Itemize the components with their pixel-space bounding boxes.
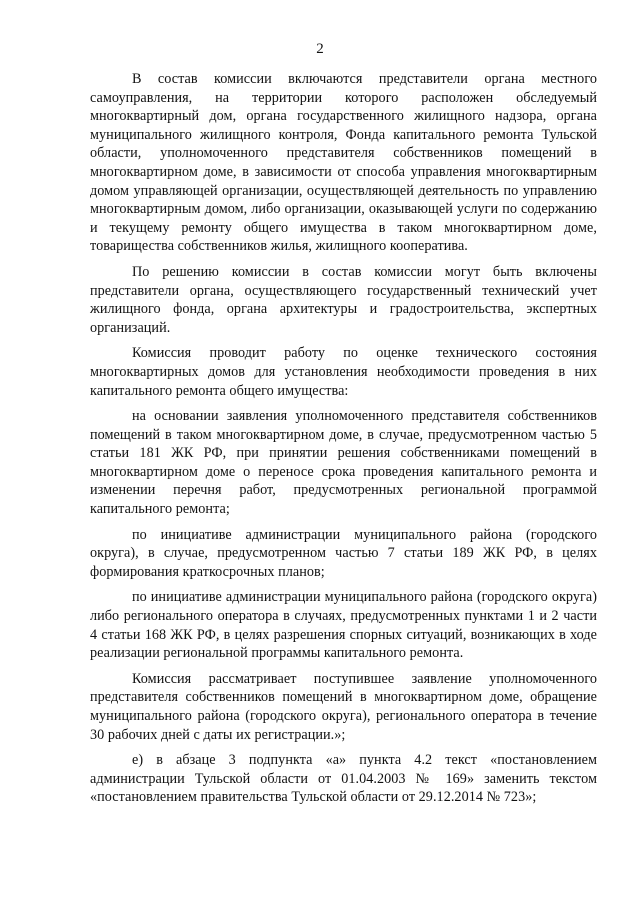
paragraph-review-deadline: Комиссия рассматривает поступившее заявление уполномоченного представителя собственников помещений в многоквартирном доме, обращение муниципального района (городского округа), регионального оператора в течение 30 рабочих дней с даты их регистрации.»; <box>90 670 597 743</box>
paragraph-commission-composition: В состав комиссии включаются представители органа местного самоуправления, на территории которого расположен обследуемый многоквартирный дом, органа государственного жилищного надзора, органа муниципального жилищного контроля, Фонда капитального ремонта Тульской области, уполномоченного представителя собственников помещений в многоквартирном доме, в зависимости от способа управления многоквартирным домом управляющей организации, осуществляющей деятельность по управлению многоквартирным домом, либо организации, оказывающей услуги по содержанию и текущему ремонту общего имущества в таком многоквартирном доме, товарищества собственников жилья, жилищного кооператива. <box>90 71 597 255</box>
paragraph-operator-initiative: по инициативе администрации муниципального района (городского округа) либо регионального оператора в случаях, предусмотренных пунктами 1 и 2 части 4 статьи 168 ЖК РФ, в целях разрешения спорных ситуаций, возникающих в ходе реализации региональной программы капитального ремонта. <box>90 589 597 662</box>
paragraph-municipal-initiative: по инициативе администрации муниципального района (городского округа), в случае, предусмотренном частью 7 статьи 189 ЖК РФ, в целях формирования краткосрочных планов; <box>90 526 597 580</box>
page-number: 2 <box>316 41 324 57</box>
paragraph-amendment-e: е) в абзаце 3 подпункта «а» пункта 4.2 текст «постановлением администрации Тульской области от 01.04.2003 № 169» заменить текстом «постановлением правительства Тульской области от 29.12.2014 № 723»; <box>90 752 597 806</box>
paragraph-owner-application: на основании заявления уполномоченного представителя собственников помещений в таком многоквартирном доме, в случае, предусмотренном частью 5 статьи 181 ЖК РФ, при принятии решения собственниками помещений в многоквартирном доме о переносе срока проведения капитального ремонта и изменении перечня работ, предусмотренных региональной программой капитального ремонта; <box>90 408 597 518</box>
paragraph-additional-members: По решению комиссии в состав комиссии могут быть включены представители органа, осуществляющего государственный технический учет жилищного фонда, органа архитектуры и градостроительства, экспертных организаций. <box>90 263 597 336</box>
document-body <box>90 70 597 807</box>
paragraph-commission-work: Комиссия проводит работу по оценке технического состояния многоквартирных домов для установления необходимости проведения в них капитального ремонта общего имущества: <box>90 345 597 399</box>
